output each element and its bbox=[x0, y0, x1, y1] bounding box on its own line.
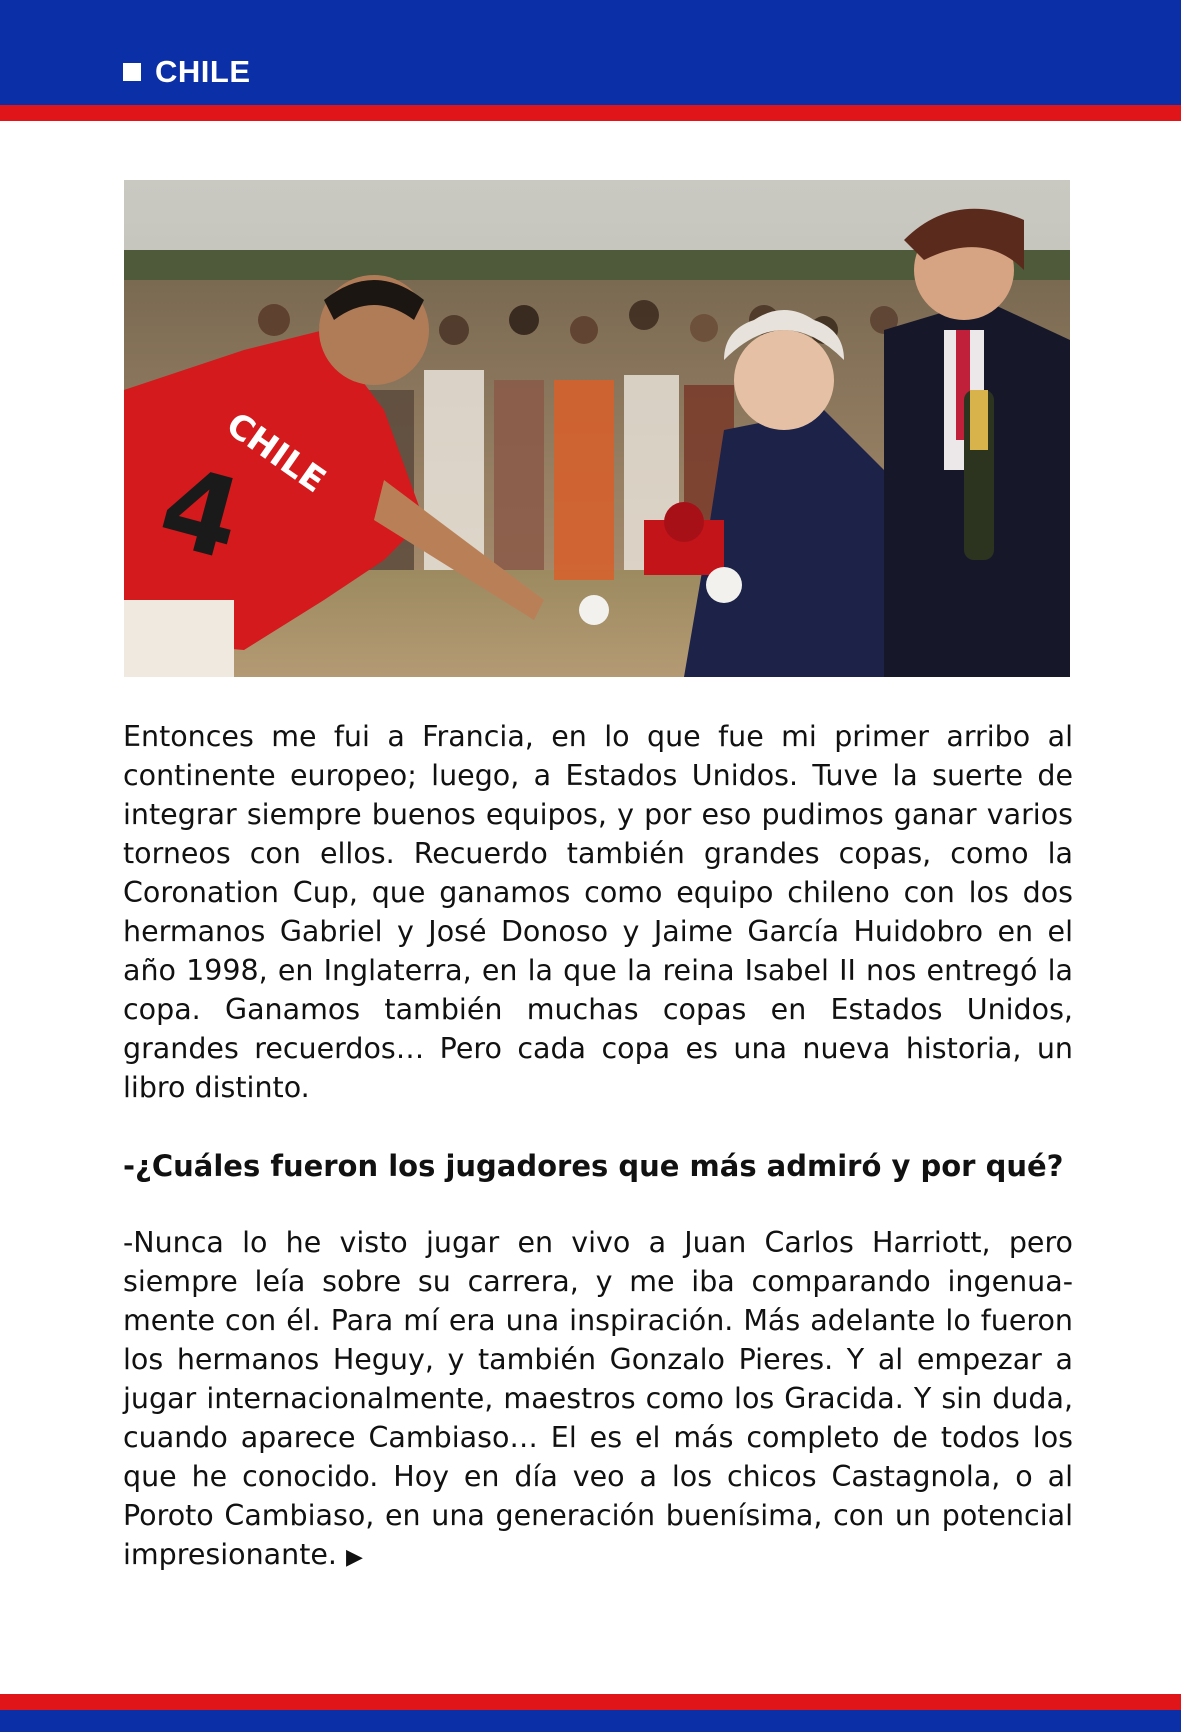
article-photo bbox=[124, 180, 1070, 677]
article-paragraph-1: Entonces me fui a Francia, en lo que fue mi primer arribo al continente europeo; luego, a Estados Unidos. Tuve la suerte de integrar siempre buenos equipos, y por eso pudimos ganar varios torneos con ellos. Recuerdo también grandes copas, como la Coronation Cup, que ganamos como equipo chileno con los dos hermanos Gabriel y José Donoso y Jaime García Huidobro en el año 1998, en Inglaterra, en la que la reina Isabel II nos entregó la copa. Ganamos también muchas copas en Estados Unidos, grandes recuerdos… Pero cada copa es una nueva historia, un libro distinto. bbox=[123, 720, 1073, 1104]
interview-question: -¿Cuáles fueron los jugadores que más admiró y por qué? bbox=[123, 1149, 1064, 1183]
section-title: CHILE bbox=[155, 54, 251, 89]
article-paragraph-2 bbox=[123, 1223, 1073, 1577]
footer-band bbox=[0, 1710, 1181, 1732]
end-mark-icon: ▶ bbox=[346, 1545, 363, 1570]
jersey-number: 4 bbox=[147, 441, 255, 585]
footer-red-stripe bbox=[0, 1694, 1181, 1710]
jersey-text: CHILE bbox=[218, 404, 333, 502]
section-label bbox=[123, 52, 251, 92]
paragraph-2-text: -Nunca lo he visto jugar en vivo a Juan Carlos Harriott, pero siempre leía sobre su carrera, y me iba comparando ingenuamente con él. Para mí era una inspiración. Más adelante lo fueron los hermanos Heguy, y también Gonzalo Pieres. Y al empezar a jugar internacionalmente, maestros como los Gracida. Y sin duda, cuando aparece Cambiaso… El es el más completo de todos los que he conocido. Hoy en día veo a los chicos Castagnola, o al Poroto Cambiaso, en una generación buenísima, con un potencial impresionante. bbox=[123, 1226, 1073, 1571]
header-red-stripe bbox=[0, 105, 1181, 121]
square-bullet-icon bbox=[123, 63, 141, 81]
